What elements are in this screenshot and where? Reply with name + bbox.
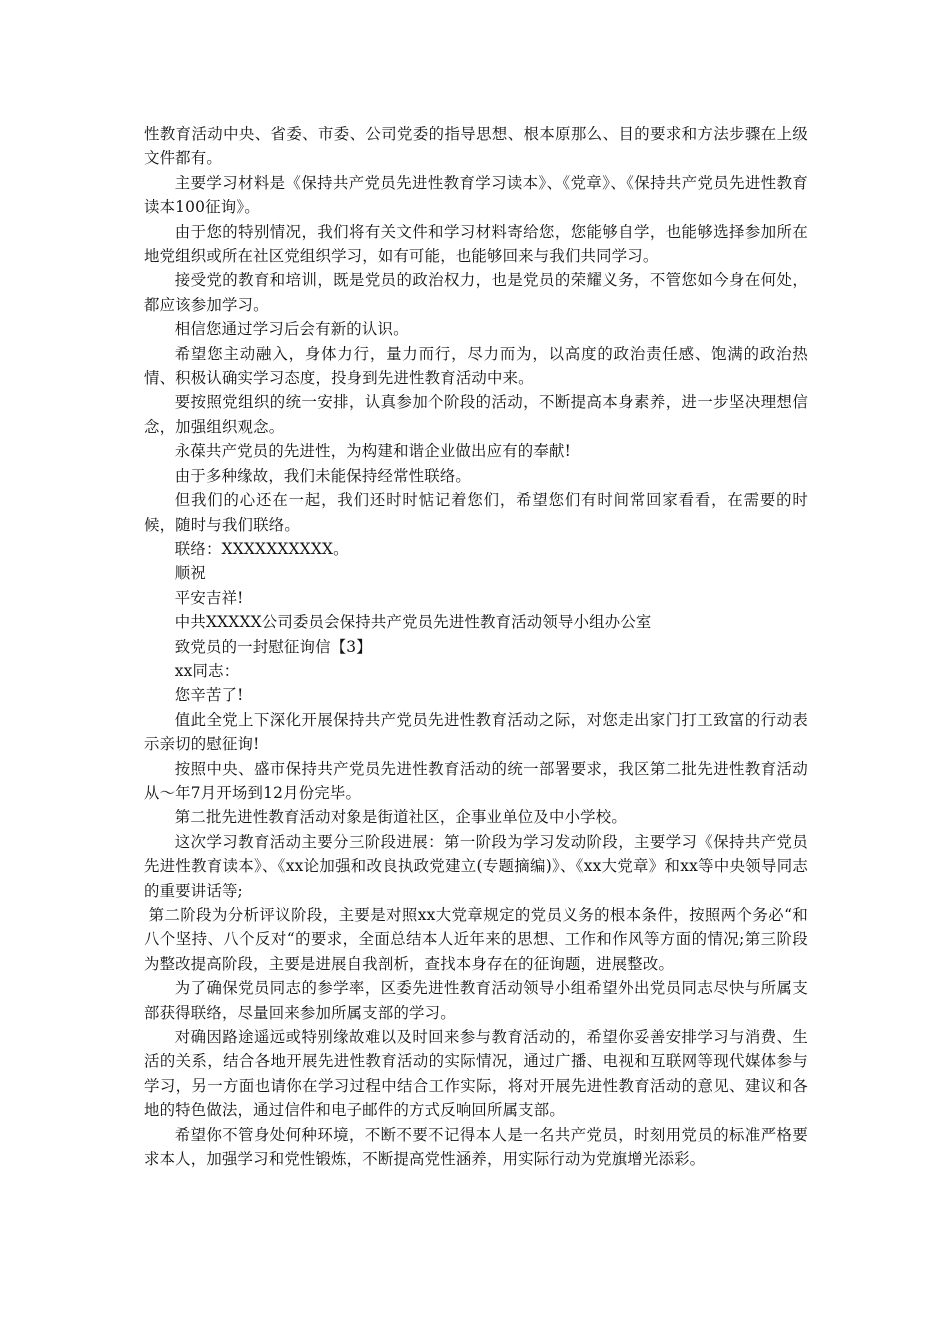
paragraph: 相信您通过学习后会有新的认识。 <box>174 320 409 339</box>
paragraph: 但我们的心还在一起，我们还时时惦记着您们，希望您们有时间常回家看看，在需要的时候，随时与我们联络。 <box>144 491 808 534</box>
paragraph: 接受党的教育和培训，既是党员的政治权力，也是党员的荣耀义务，不管您如今身在何处，都应该参加学习。 <box>144 271 808 314</box>
paragraph: 由于多种缘故，我们未能保持经常性联络。 <box>174 466 472 485</box>
closing-salutation: 顺祝 <box>174 564 206 583</box>
document-body <box>144 122 808 1171</box>
paragraph: 第二批先进性教育活动对象是街道社区，企事业单位及中小学校。 <box>174 808 627 827</box>
paragraph: 要按照党组织的统一安排，认真参加个阶段的活动，不断提高本身素养，进一步坚决理想信念，加强组织观念。 <box>144 393 808 436</box>
paragraph: 为了确保党员同志的参学率，区委先进性教育活动领导小组希望外出党员同志尽快与所属支部获得联络，尽量回来参加所属支部的学习。 <box>144 979 808 1022</box>
paragraph: 这次学习教育活动主要分三阶段进展：第一阶段为学习发动阶段，主要学习《保持共产党员先进性教育读本》、《xx论加强和改良执政党建立(专题摘编)》、《xx大党章》和xx等中央领导同志的重要讲话等; <box>144 832 808 900</box>
paragraph: 永葆共产党员的先进性，为构建和谐企业做出应有的奉献! <box>174 442 571 461</box>
closing-wish: 平安吉祥! <box>174 588 244 607</box>
paragraph: 对确因路途遥远或特别缘故难以及时回来参与教育活动的，希望你妥善安排学习与消费、生活的关系，结合各地开展先进性教育活动的实际情况，通过广播、电视和互联网等现代媒体参与学习，另一方面也请你在学习过程中结合工作实际，将对开展先进性教育活动的意见、建议和各地的特色做法，通过信件和电子邮件的方式反响回所属支部。 <box>144 1028 808 1120</box>
paragraph: 希望你不管身处何种环境，不断不要不记得本人是一名共产党员，时刻用党员的标准严格要求本人，加强学习和党性锻炼，不断提高党性涵养，用实际行动为党旗增光添彩。 <box>144 1125 808 1169</box>
letter-heading: 致党员的一封慰征询信【3】 <box>174 637 372 656</box>
paragraph: 由于您的特别情况，我们将有关文件和学习材料寄给您，您能够自学，也能够选择参加所在地党组织或所在社区党组织学习，如有可能，也能够回来与我们共同学习。 <box>144 222 808 266</box>
paragraph: 第二阶段为分析评议阶段，主要是对照xx大党章规定的党员义务的根本条件，按照两个务必“和八个坚持、八个反对“的要求，全面总结本人近年来的思想、工作和作风等方面的情况;第三阶段为整改提高阶段，主要是进展自我剖析，查找本身存在的征询题，进展整改。 <box>144 906 808 973</box>
paragraph: 性教育活动中央、省委、市委、公司党委的指导思想、根本原那么、目的要求和方法步骤在上级文件都有。 <box>144 125 808 168</box>
paragraph: 按照中央、盛市保持共产党员先进性教育活动的统一部署要求，我区第二批先进性教育活动从～年7月开场到12月份完毕。 <box>144 759 808 802</box>
paragraph: 希望您主动融入，身体力行，量力而行，尽力而为，以高度的政治责任感、饱满的政治热情、积极认确实学习态度，投身到先进性教育活动中来。 <box>144 344 808 388</box>
greeting: xx同志： <box>174 661 240 680</box>
contact-line: 联络：XXXXXXXXXX。 <box>174 539 349 558</box>
greeting-line: 您辛苦了! <box>174 686 244 705</box>
paragraph: 主要学习材料是《保持共产党员先进性教育学习读本》、《党章》、《保持共产党员先进性教育读本100征询》。 <box>144 173 808 217</box>
signature-organization: 中共XXXXX公司委员会保持共产党员先进性教育活动领导小组办公室 <box>174 613 652 632</box>
paragraph: 值此全党上下深化开展保持共产党员先进性教育活动之际，对您走出家门打工致富的行动表示亲切的慰征询! <box>144 710 808 754</box>
